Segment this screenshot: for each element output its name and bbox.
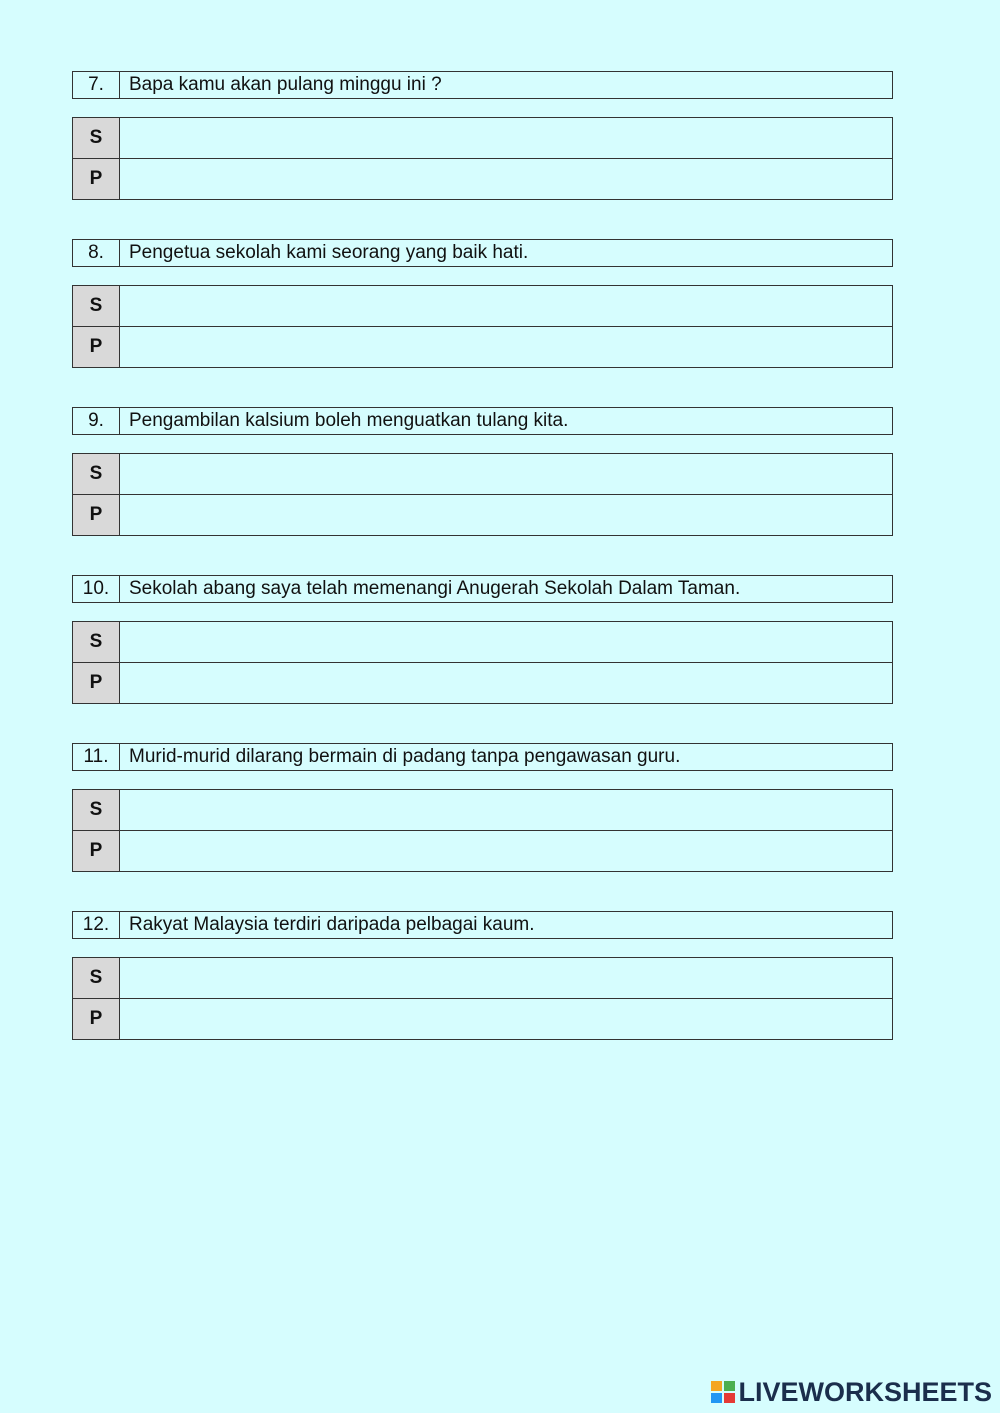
question-text: Pengetua sekolah kami seorang yang baik hati. xyxy=(129,242,529,263)
answer-table xyxy=(72,453,893,536)
question-text: Bapa kamu akan pulang minggu ini ? xyxy=(129,74,442,95)
question-block-8 xyxy=(72,239,893,368)
answer-row-s xyxy=(73,958,892,998)
question-block-11 xyxy=(72,743,893,872)
answer-label-p: P xyxy=(73,999,120,1039)
answer-input-9-s[interactable] xyxy=(120,454,892,494)
answer-input-8-s[interactable] xyxy=(120,286,892,326)
answer-row-p xyxy=(73,830,892,871)
liveworksheets-logo-icon xyxy=(711,1381,735,1403)
answer-row-s xyxy=(73,118,892,158)
answer-label-p: P xyxy=(73,159,120,199)
answer-input-9-p[interactable] xyxy=(120,495,892,535)
question-block-10 xyxy=(72,575,893,704)
answer-input-7-s[interactable] xyxy=(120,118,892,158)
answer-label-s: S xyxy=(73,790,120,830)
answer-input-11-s[interactable] xyxy=(120,790,892,830)
answer-label-p: P xyxy=(73,831,120,871)
question-number: 9. xyxy=(73,408,120,434)
answer-label-s: S xyxy=(73,286,120,326)
answer-row-s xyxy=(73,622,892,662)
question-number: 8. xyxy=(73,240,120,266)
answer-table xyxy=(72,957,893,1040)
answer-input-10-p[interactable] xyxy=(120,663,892,703)
answer-input-12-s[interactable] xyxy=(120,958,892,998)
answer-row-s xyxy=(73,286,892,326)
answer-label-p: P xyxy=(73,327,120,367)
answer-row-s xyxy=(73,790,892,830)
question-row xyxy=(72,743,893,771)
answer-input-10-s[interactable] xyxy=(120,622,892,662)
answer-label-s: S xyxy=(73,622,120,662)
question-text: Sekolah abang saya telah memenangi Anugerah Sekolah Dalam Taman. xyxy=(129,578,741,599)
question-text: Murid-murid dilarang bermain di padang tanpa pengawasan guru. xyxy=(129,746,681,767)
question-block-12 xyxy=(72,911,893,1040)
answer-input-8-p[interactable] xyxy=(120,327,892,367)
answer-input-7-p[interactable] xyxy=(120,159,892,199)
worksheet xyxy=(72,71,893,1079)
logo-text: LIVEWORKSHEETS xyxy=(738,1376,992,1407)
question-number: 12. xyxy=(73,912,120,938)
question-row xyxy=(72,407,893,435)
answer-label-s: S xyxy=(73,118,120,158)
answer-label-s: S xyxy=(73,454,120,494)
question-text: Rakyat Malaysia terdiri daripada pelbagai kaum. xyxy=(129,914,535,935)
answer-label-p: P xyxy=(73,495,120,535)
question-block-7 xyxy=(72,71,893,200)
answer-row-p xyxy=(73,326,892,367)
answer-row-p xyxy=(73,998,892,1039)
answer-row-p xyxy=(73,662,892,703)
answer-input-12-p[interactable] xyxy=(120,999,892,1039)
answer-row-p xyxy=(73,158,892,199)
question-row xyxy=(72,239,893,267)
answer-label-p: P xyxy=(73,663,120,703)
question-number: 11. xyxy=(73,744,120,770)
question-block-9 xyxy=(72,407,893,536)
answer-label-s: S xyxy=(73,958,120,998)
question-row xyxy=(72,71,893,99)
answer-row-s xyxy=(73,454,892,494)
answer-table xyxy=(72,285,893,368)
answer-input-11-p[interactable] xyxy=(120,831,892,871)
answer-table xyxy=(72,789,893,872)
question-number: 10. xyxy=(73,576,120,602)
question-row xyxy=(72,575,893,603)
answer-row-p xyxy=(73,494,892,535)
answer-table xyxy=(72,621,893,704)
question-number: 7. xyxy=(73,72,120,98)
question-row xyxy=(72,911,893,939)
answer-table xyxy=(72,117,893,200)
question-text: Pengambilan kalsium boleh menguatkan tulang kita. xyxy=(129,410,569,431)
liveworksheets-logo xyxy=(711,1378,992,1406)
